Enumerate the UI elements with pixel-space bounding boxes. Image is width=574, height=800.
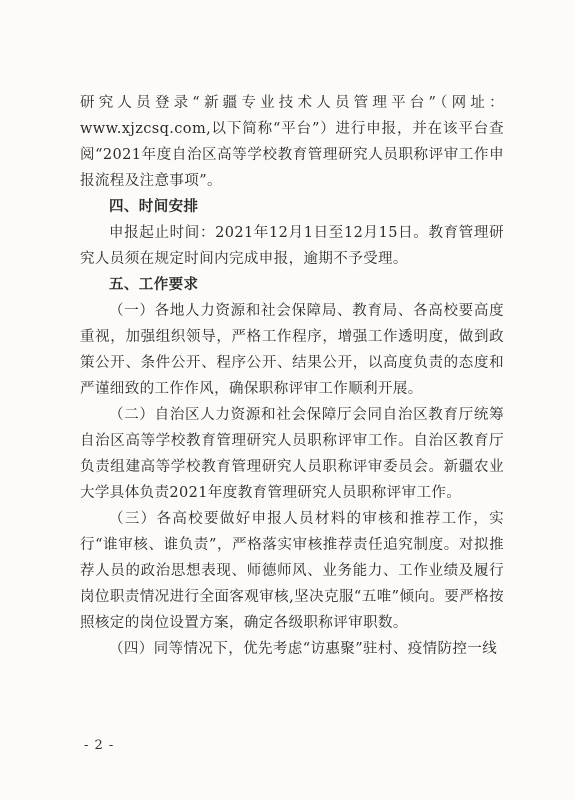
heading-schedule: 四、时间安排 <box>109 199 199 215</box>
heading-requirements: 五、工作要求 <box>109 277 199 293</box>
paragraph-platform-login: 研究人员登录“新疆专业技术人员管理平台”（网址：www.xjzcsq.com,以下简称“平台”）进行申报，并在该平台查阅“2021年度自治区高等学校教育管理研究人员职称评审工作申报流程及注意事项”。 <box>80 95 504 189</box>
paragraph-requirement-3: （三）各高校要做好申报人员材料的审核和推荐工作，实行“谁审核、谁负责”，严格落实审核推荐责任追究制度。对拟推荐人员的政治思想表现、师德师风、业务能力、工作业绩及履行岗位职责情况进行全面客观审核,坚决克服“五唯”倾向。要严格按照核定的岗位设置方案，确定各级职称评审职数。 <box>80 511 504 631</box>
document-body <box>80 90 504 662</box>
paragraph-requirement-1: （一）各地人力资源和社会保障局、教育局、各高校要高度重视，加强组织领导，严格工作程序，增强工作透明度，做到政策公开、条件公开、程序公开、结果公开，以高度负责的态度和严谨细致的工作作风，确保职称评审工作顺利开展。 <box>80 303 504 397</box>
paragraph-requirement-2: （二）自治区人力资源和社会保障厅会同自治区教育厅统筹自治区高等学校教育管理研究人员职称评审工作。自治区教育厅负责组建高等学校教育管理研究人员职称评审委员会。新疆农业大学具体负责2021年度教育管理研究人员职称评审工作。 <box>80 407 504 501</box>
paragraph-requirement-4: （四）同等情况下，优先考虑“访惠聚”驻村、疫情防控一线 <box>109 641 498 657</box>
page-number: - 2 - <box>84 738 115 753</box>
paragraph-schedule: 申报起止时间：2021年12月1日至12月15日。教育管理研究人员须在规定时间内完成申报，逾期不予受理。 <box>80 225 504 267</box>
